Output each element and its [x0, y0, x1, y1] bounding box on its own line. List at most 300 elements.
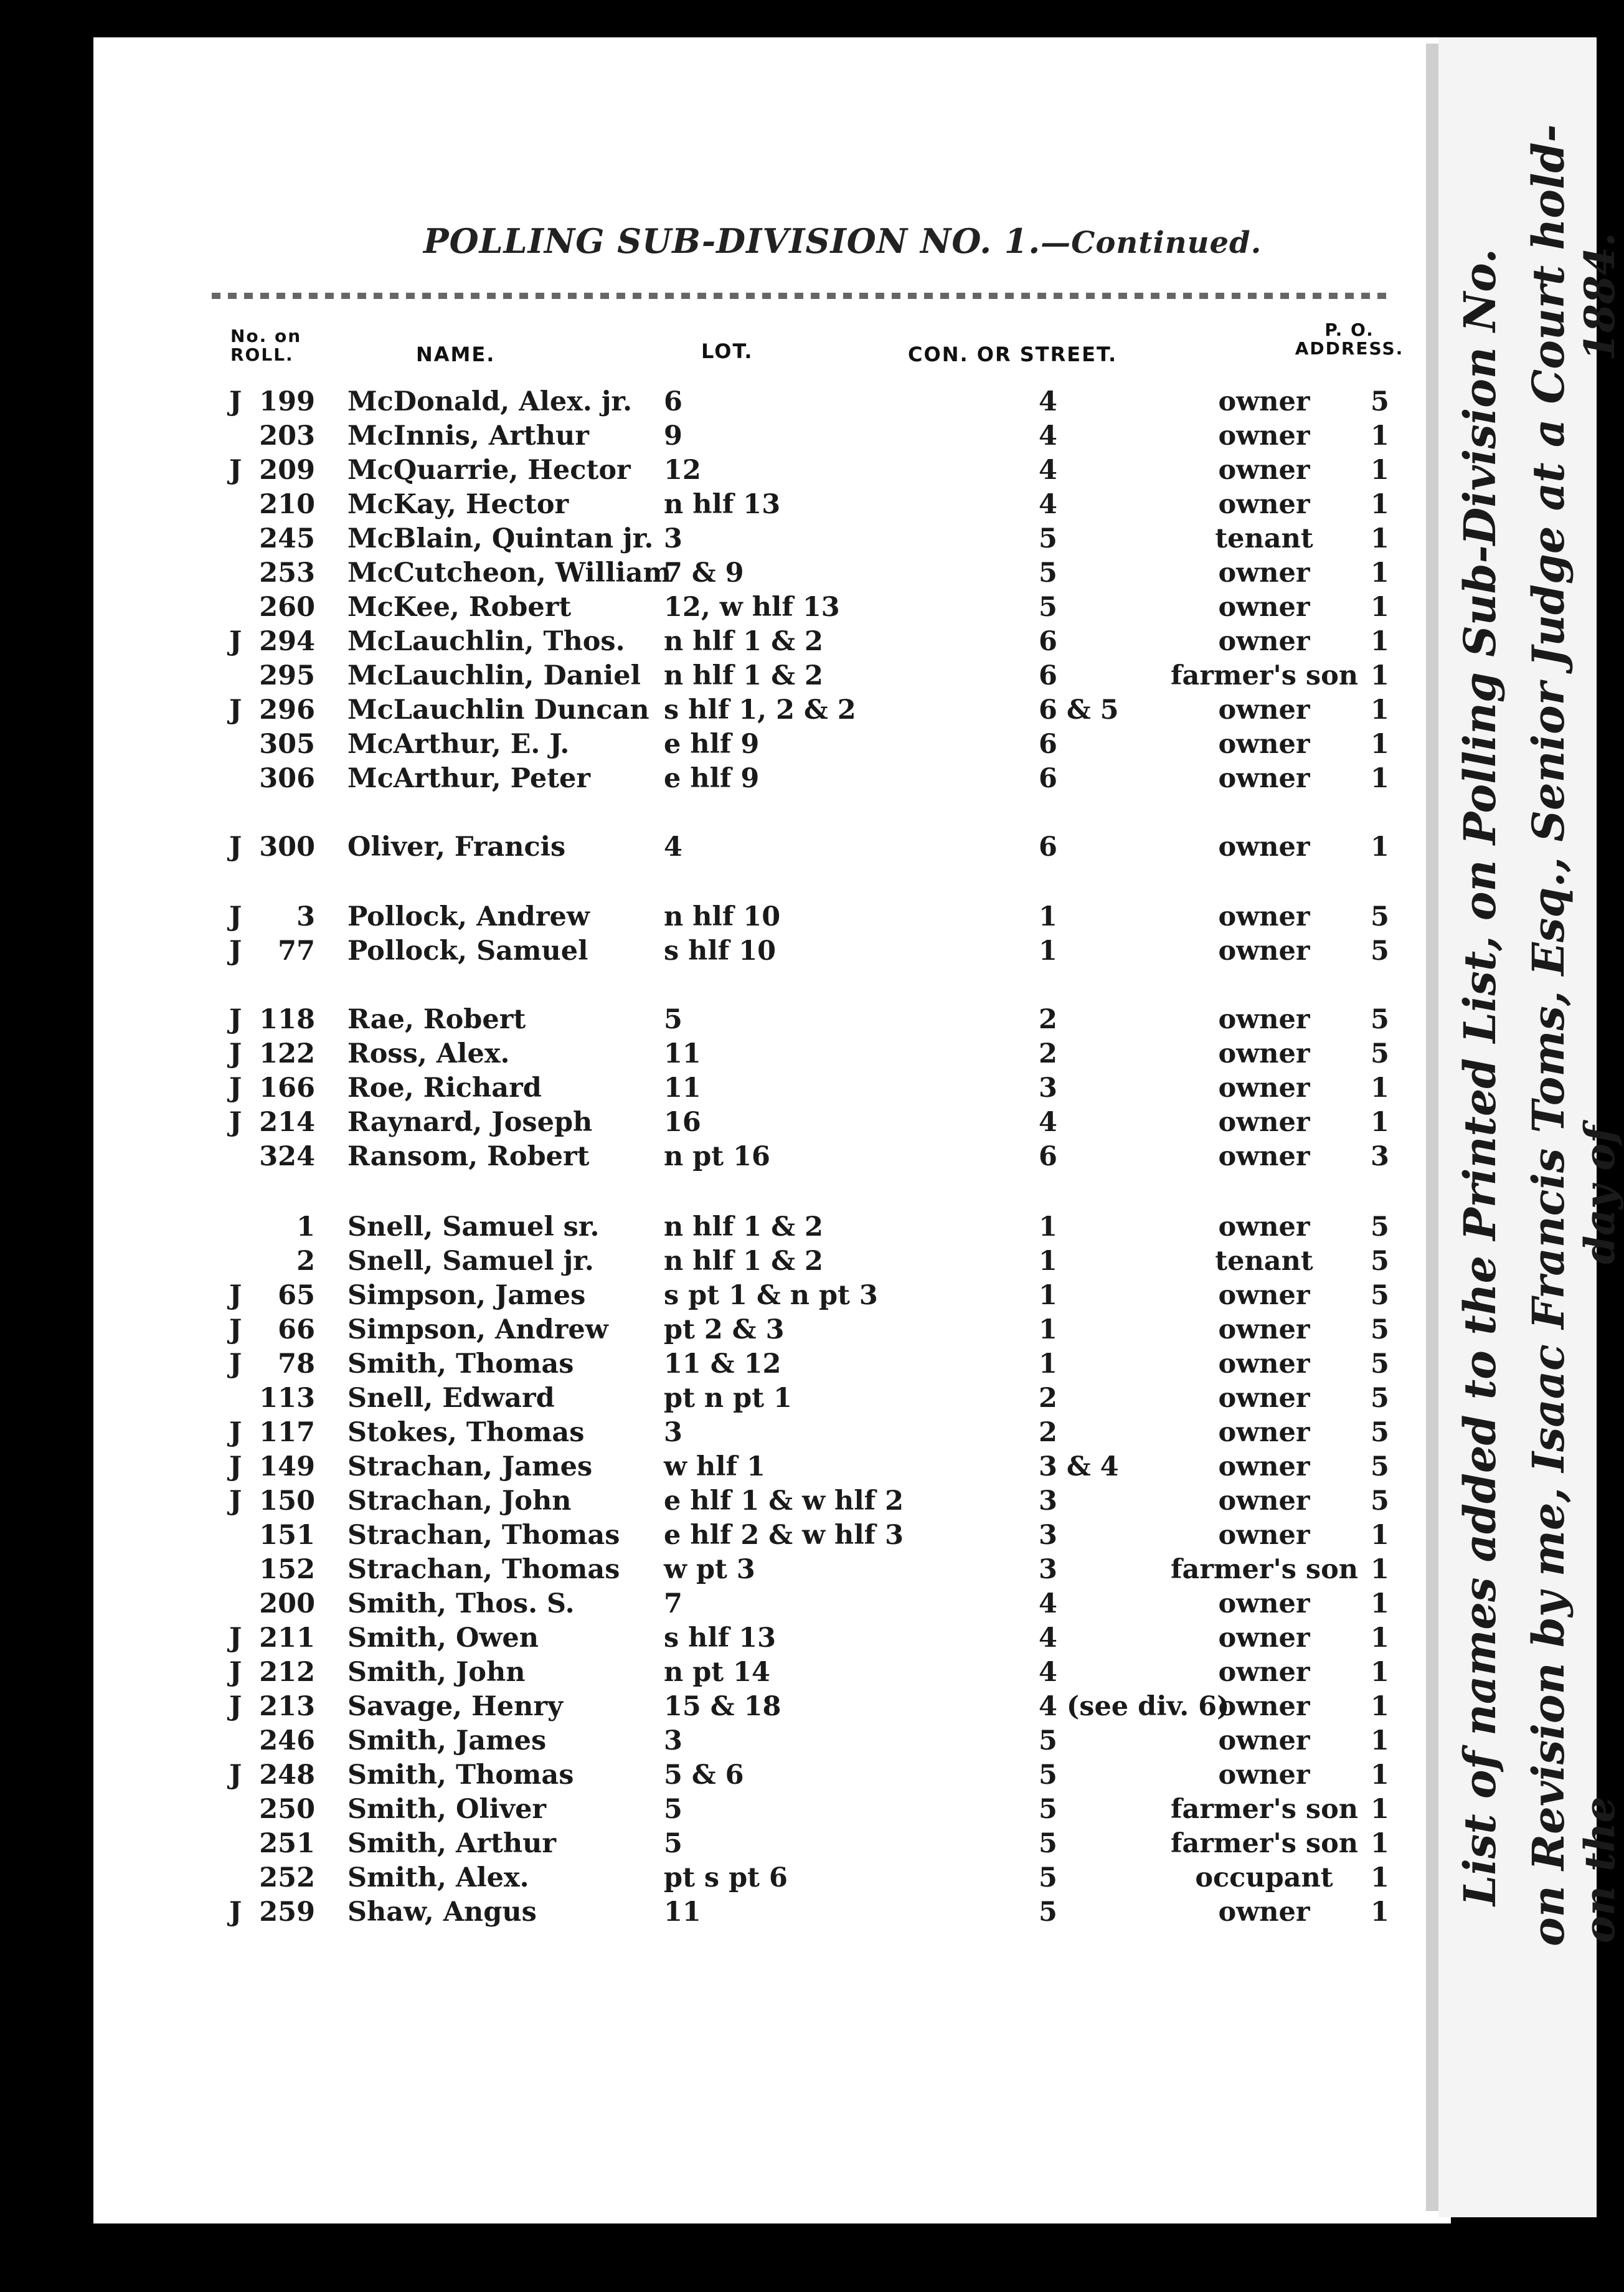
table-row — [0, 1073, 1432, 1107]
cell-lot: n hlf 10 — [664, 901, 781, 932]
cell-lot: 12, w hlf 13 — [664, 592, 840, 623]
cell-num: 211 — [259, 1622, 315, 1654]
table-row — [0, 1691, 1432, 1725]
table-row — [0, 1828, 1432, 1862]
cell-con: 5 — [1039, 1794, 1057, 1825]
cell-addr: 5 — [1371, 1280, 1389, 1311]
column-header-roll — [230, 327, 301, 364]
cell-lot: n hlf 1 & 2 — [664, 1211, 823, 1243]
cell-con: 5 — [1039, 1725, 1057, 1756]
table-row — [0, 1554, 1432, 1588]
cell-con: 4 — [1039, 420, 1057, 452]
cell-con: 2 — [1039, 1004, 1057, 1035]
cell-qual: owner — [1218, 729, 1310, 760]
cell-lot: pt n pt 1 — [664, 1383, 792, 1414]
cell-num: 214 — [259, 1107, 315, 1138]
cell-j: J — [229, 1657, 242, 1688]
cell-num: 118 — [259, 1004, 315, 1035]
cell-qual: owner — [1218, 1657, 1310, 1688]
cell-num: 203 — [259, 420, 315, 452]
cell-num: 3 — [296, 901, 315, 932]
cell-qual: owner — [1218, 1383, 1310, 1414]
cell-lot: 16 — [664, 1107, 701, 1138]
cell-num: 209 — [259, 455, 315, 486]
cell-num: 245 — [259, 523, 315, 554]
cell-name: Snell, Samuel sr. — [347, 1211, 600, 1243]
cell-addr: 5 — [1371, 1417, 1389, 1448]
cell-name: McCutcheon, William — [347, 557, 672, 589]
table-row — [0, 694, 1432, 729]
table-row — [0, 1862, 1432, 1897]
cell-num: 259 — [259, 1897, 315, 1928]
cell-qual: owner — [1218, 1520, 1310, 1551]
cell-name: Smith, James — [347, 1725, 547, 1756]
cell-addr: 1 — [1371, 1828, 1389, 1859]
cell-qual: owner — [1218, 592, 1310, 623]
cell-name: Ransom, Robert — [347, 1141, 590, 1172]
cell-addr: 1 — [1371, 1520, 1389, 1551]
cell-addr: 1 — [1371, 592, 1389, 623]
table-row — [0, 1657, 1432, 1691]
cell-num: 300 — [259, 831, 315, 863]
cell-lot: w hlf 1 — [664, 1451, 765, 1482]
table-row — [0, 935, 1432, 970]
cell-con: 2 — [1039, 1383, 1057, 1414]
cell-con: 6 — [1039, 763, 1057, 794]
cell-qual: owner — [1218, 1691, 1310, 1722]
cell-qual: owner — [1218, 1897, 1310, 1928]
column-header-name: NAME. — [416, 343, 496, 366]
cell-name: Smith, Thos. S. — [347, 1588, 575, 1619]
cell-con: 1 — [1039, 935, 1057, 967]
cell-qual: owner — [1218, 1107, 1310, 1138]
cell-lot: 9 — [664, 420, 682, 452]
cell-qual: owner — [1218, 694, 1310, 726]
cell-lot: 5 — [664, 1828, 682, 1859]
cell-num: 251 — [259, 1828, 315, 1859]
cell-lot: n hlf 1 & 2 — [664, 626, 823, 657]
cell-lot: 5 & 6 — [664, 1759, 744, 1791]
wavy-rule — [212, 293, 1389, 299]
cell-j: J — [229, 1314, 242, 1345]
cell-con: 3 — [1039, 1554, 1057, 1585]
cell-name: Smith, Alex. — [347, 1862, 529, 1893]
cell-con: 3 — [1039, 1520, 1057, 1551]
table-row — [0, 729, 1432, 763]
cell-qual: owner — [1218, 1073, 1310, 1104]
cell-con: 4 — [1039, 1657, 1057, 1688]
cell-qual: tenant — [1215, 523, 1313, 554]
cell-j: J — [229, 1417, 242, 1448]
cell-lot: s hlf 1, 2 & 2 — [664, 694, 856, 726]
cell-name: Raynard, Joseph — [347, 1107, 593, 1138]
cell-j: J — [229, 1004, 242, 1035]
cell-qual: owner — [1218, 420, 1310, 452]
table-row — [0, 557, 1432, 592]
cell-qual: owner — [1218, 489, 1310, 520]
cell-name: McBlain, Quintan jr. — [347, 523, 654, 554]
cell-name: Savage, Henry — [347, 1691, 564, 1722]
cell-addr: 1 — [1371, 1725, 1389, 1756]
column-header-po-line2: ADDRESS. — [1295, 338, 1404, 359]
table-row — [0, 455, 1432, 489]
cell-lot: 3 — [664, 1725, 682, 1756]
cell-qual: owner — [1218, 1485, 1310, 1517]
page-title-continued: —Continued. — [1041, 225, 1262, 260]
cell-lot: pt 2 & 3 — [664, 1314, 785, 1345]
cell-lot: s pt 1 & n pt 3 — [664, 1280, 878, 1311]
cell-name: Smith, Thomas — [347, 1759, 574, 1791]
cell-num: 2 — [296, 1246, 315, 1277]
table-row — [0, 1520, 1432, 1554]
cell-qual: occupant — [1195, 1862, 1333, 1893]
cell-addr: 1 — [1371, 1107, 1389, 1138]
side-text-year: 1884. — [1575, 232, 1624, 361]
cell-con: 1 — [1039, 1280, 1057, 1311]
cell-lot: 7 & 9 — [664, 557, 744, 589]
cell-num: 65 — [278, 1280, 315, 1311]
table-row — [0, 1314, 1432, 1348]
cell-addr: 1 — [1371, 1554, 1389, 1585]
cell-addr: 1 — [1371, 1073, 1389, 1104]
cell-qual: owner — [1218, 1211, 1310, 1243]
cell-addr: 1 — [1371, 1622, 1389, 1654]
cell-name: Ross, Alex. — [347, 1038, 510, 1069]
cell-num: 324 — [259, 1141, 315, 1172]
cell-j: J — [229, 935, 242, 967]
cell-con: 1 — [1039, 901, 1057, 932]
cell-name: McKee, Robert — [347, 592, 572, 623]
table-row — [0, 1348, 1432, 1383]
cell-num: 149 — [259, 1451, 315, 1482]
cell-name: McArthur, E. J. — [347, 729, 570, 760]
cell-j: J — [229, 455, 242, 486]
cell-j: J — [229, 1485, 242, 1517]
cell-con: 5 — [1039, 1828, 1057, 1859]
cell-qual: owner — [1218, 557, 1310, 589]
cell-qual: owner — [1218, 1588, 1310, 1619]
cell-con: 6 & 5 — [1039, 694, 1119, 726]
cell-name: Smith, Oliver — [347, 1794, 547, 1825]
cell-qual: farmer's son — [1171, 660, 1359, 691]
cell-qual: owner — [1218, 1622, 1310, 1654]
cell-name: Strachan, James — [347, 1451, 593, 1482]
cell-addr: 1 — [1371, 1588, 1389, 1619]
cell-num: 246 — [259, 1725, 315, 1756]
cell-con: 3 — [1039, 1073, 1057, 1104]
cell-name: Snell, Edward — [347, 1383, 555, 1414]
cell-name: McArthur, Peter — [347, 763, 591, 794]
cell-lot: pt s pt 6 — [664, 1862, 788, 1893]
cell-qual: owner — [1218, 1417, 1310, 1448]
cell-name: Strachan, Thomas — [347, 1554, 620, 1585]
column-header-con: CON. OR STREET. — [908, 343, 1118, 366]
cell-name: McInnis, Arthur — [347, 420, 589, 452]
cell-j: J — [229, 386, 242, 417]
table-row — [0, 420, 1432, 455]
cell-addr: 1 — [1371, 523, 1389, 554]
cell-qual: tenant — [1215, 1246, 1313, 1277]
cell-name: McLauchlin, Thos. — [347, 626, 625, 657]
cell-addr: 1 — [1371, 1759, 1389, 1791]
cell-num: 200 — [259, 1588, 315, 1619]
cell-lot: n pt 14 — [664, 1657, 770, 1688]
cell-lot: 15 & 18 — [664, 1691, 781, 1722]
cell-name: Smith, John — [347, 1657, 526, 1688]
cell-num: 260 — [259, 592, 315, 623]
cell-qual: owner — [1218, 626, 1310, 657]
cell-num: 305 — [259, 729, 315, 760]
table-row — [0, 1622, 1432, 1657]
cell-addr: 5 — [1371, 1246, 1389, 1277]
cell-lot: n hlf 1 & 2 — [664, 1246, 823, 1277]
cell-j: J — [229, 1348, 242, 1380]
cell-lot: 11 — [664, 1038, 701, 1069]
cell-qual: farmer's son — [1171, 1794, 1359, 1825]
cell-name: McDonald, Alex. jr. — [347, 386, 633, 417]
table-row — [0, 1759, 1432, 1794]
cell-con: 6 — [1039, 831, 1057, 863]
cell-lot: 11 — [664, 1897, 701, 1928]
cell-lot: s hlf 10 — [664, 935, 777, 967]
cell-qual: owner — [1218, 1348, 1310, 1380]
cell-addr: 1 — [1371, 557, 1389, 589]
table-row — [0, 1038, 1432, 1073]
cell-lot: e hlf 9 — [664, 763, 760, 794]
cell-qual: farmer's son — [1171, 1828, 1359, 1859]
cell-num: 253 — [259, 557, 315, 589]
cell-num: 199 — [259, 386, 315, 417]
cell-name: Stokes, Thomas — [347, 1417, 585, 1448]
cell-j: J — [229, 1622, 242, 1654]
cell-num: 122 — [259, 1038, 315, 1069]
cell-lot: e hlf 1 & w hlf 2 — [664, 1485, 904, 1517]
cell-con: 4 (see div. 6) — [1039, 1691, 1230, 1722]
cell-j: J — [229, 1691, 242, 1722]
cell-num: 212 — [259, 1657, 315, 1688]
cell-num: 306 — [259, 763, 315, 794]
cell-name: McLauchlin Duncan — [347, 694, 649, 726]
cell-num: 113 — [259, 1383, 315, 1414]
cell-name: Smith, Owen — [347, 1622, 539, 1654]
cell-addr: 5 — [1371, 1383, 1389, 1414]
table-row — [0, 1725, 1432, 1759]
cell-con: 5 — [1039, 1897, 1057, 1928]
cell-qual: owner — [1218, 1004, 1310, 1035]
cell-con: 2 — [1039, 1417, 1057, 1448]
cell-lot: n hlf 13 — [664, 489, 781, 520]
cell-qual: owner — [1218, 831, 1310, 863]
cell-addr: 1 — [1371, 1794, 1389, 1825]
table-row — [0, 1794, 1432, 1828]
column-header-po-line1: P. O. — [1324, 320, 1374, 340]
cell-j: J — [229, 901, 242, 932]
cell-addr: 5 — [1371, 1211, 1389, 1243]
cell-con: 3 & 4 — [1039, 1451, 1119, 1482]
cell-j: J — [229, 694, 242, 726]
cell-num: 296 — [259, 694, 315, 726]
table-row — [0, 763, 1432, 797]
table-row — [0, 1004, 1432, 1038]
cell-num: 166 — [259, 1073, 315, 1104]
cell-j: J — [229, 626, 242, 657]
cell-qual: owner — [1218, 1141, 1310, 1172]
cell-lot: n hlf 1 & 2 — [664, 660, 823, 691]
cell-name: McLauchlin, Daniel — [347, 660, 641, 691]
table-row — [0, 1211, 1432, 1246]
cell-addr: 5 — [1371, 901, 1389, 932]
table-row — [0, 831, 1432, 866]
cell-addr: 1 — [1371, 489, 1389, 520]
cell-con: 4 — [1039, 1107, 1057, 1138]
cell-j: J — [229, 1073, 242, 1104]
cell-num: 252 — [259, 1862, 315, 1893]
column-header-lot: LOT. — [701, 339, 753, 363]
cell-name: Oliver, Francis — [347, 831, 566, 863]
cell-num: 248 — [259, 1759, 315, 1791]
cell-lot: 11 & 12 — [664, 1348, 781, 1380]
table-row — [0, 1588, 1432, 1622]
cell-addr: 1 — [1371, 660, 1389, 691]
cell-con: 5 — [1039, 523, 1057, 554]
side-text-line4: on the — [1575, 1796, 1624, 1943]
cell-num: 77 — [278, 935, 315, 967]
cell-lot: 12 — [664, 455, 701, 486]
cell-qual: owner — [1218, 1314, 1310, 1345]
cell-addr: 1 — [1371, 694, 1389, 726]
cell-name: Pollock, Samuel — [347, 935, 588, 967]
cell-num: 152 — [259, 1554, 315, 1585]
cell-lot: e hlf 2 & w hlf 3 — [664, 1520, 904, 1551]
page-title-main: POLLING SUB-DIVISION NO. 1. — [423, 221, 1041, 261]
column-header-roll-line1: No. on — [230, 326, 302, 346]
table-row — [0, 386, 1432, 420]
cell-name: Strachan, Thomas — [347, 1520, 620, 1551]
cell-con: 6 — [1039, 729, 1057, 760]
table-row — [0, 1141, 1432, 1175]
cell-lot: 4 — [664, 831, 682, 863]
cell-addr: 1 — [1371, 729, 1389, 760]
cell-name: Strachan, John — [347, 1485, 572, 1517]
cell-num: 213 — [259, 1691, 315, 1722]
cell-con: 6 — [1039, 1141, 1057, 1172]
cell-qual: owner — [1218, 1725, 1310, 1756]
cell-name: Pollock, Andrew — [347, 901, 590, 932]
cell-addr: 1 — [1371, 831, 1389, 863]
cell-qual: owner — [1218, 1759, 1310, 1791]
cell-qual: farmer's son — [1171, 1554, 1359, 1585]
page-title — [423, 221, 1262, 261]
cell-con: 6 — [1039, 660, 1057, 691]
table-row — [0, 523, 1432, 557]
cell-con: 1 — [1039, 1246, 1057, 1277]
cell-qual: owner — [1218, 386, 1310, 417]
cell-lot: n pt 16 — [664, 1141, 770, 1172]
cell-num: 295 — [259, 660, 315, 691]
cell-num: 150 — [259, 1485, 315, 1517]
cell-j: J — [229, 1107, 242, 1138]
cell-name: McQuarrie, Hector — [347, 455, 631, 486]
cell-lot: 5 — [664, 1794, 682, 1825]
cell-con: 6 — [1039, 626, 1057, 657]
cell-con: 5 — [1039, 592, 1057, 623]
cell-addr: 3 — [1371, 1141, 1389, 1172]
cell-name: Smith, Arthur — [347, 1828, 557, 1859]
table-row — [0, 1417, 1432, 1451]
table-row — [0, 1246, 1432, 1280]
cell-addr: 1 — [1371, 1691, 1389, 1722]
cell-qual: owner — [1218, 935, 1310, 967]
cell-addr: 1 — [1371, 1897, 1389, 1928]
cell-j: J — [229, 1759, 242, 1791]
cell-lot: 11 — [664, 1073, 701, 1104]
side-text-line2: on Revision by me, Isaac Francis Toms, Esq., Senior Judge at a Court hold- — [1522, 124, 1574, 1946]
cell-j: J — [229, 1038, 242, 1069]
table-row — [0, 626, 1432, 660]
cell-con: 4 — [1039, 1622, 1057, 1654]
cell-j: J — [229, 1451, 242, 1482]
cell-lot: w pt 3 — [664, 1554, 755, 1585]
cell-num: 294 — [259, 626, 315, 657]
table-row — [0, 1107, 1432, 1141]
cell-lot: 3 — [664, 523, 682, 554]
cell-con: 4 — [1039, 1588, 1057, 1619]
cell-qual: owner — [1218, 763, 1310, 794]
cell-qual: owner — [1218, 901, 1310, 932]
cell-name: Snell, Samuel jr. — [347, 1246, 594, 1277]
cell-name: Smith, Thomas — [347, 1348, 574, 1380]
cell-num: 1 — [296, 1211, 315, 1243]
cell-addr: 1 — [1371, 1862, 1389, 1893]
cell-addr: 5 — [1371, 1451, 1389, 1482]
cell-addr: 5 — [1371, 935, 1389, 967]
cell-num: 117 — [259, 1417, 315, 1448]
cell-con: 5 — [1039, 1759, 1057, 1791]
cell-lot: 7 — [664, 1588, 682, 1619]
cell-addr: 1 — [1371, 1657, 1389, 1688]
cell-num: 66 — [278, 1314, 315, 1345]
cell-name: Simpson, James — [347, 1280, 586, 1311]
cell-name: Shaw, Angus — [347, 1897, 537, 1928]
table-row — [0, 1897, 1432, 1931]
cell-addr: 5 — [1371, 1348, 1389, 1380]
cell-num: 210 — [259, 489, 315, 520]
cell-addr: 5 — [1371, 1038, 1389, 1069]
cell-qual: owner — [1218, 455, 1310, 486]
cell-con: 4 — [1039, 386, 1057, 417]
cell-con: 1 — [1039, 1348, 1057, 1380]
table-row — [0, 489, 1432, 523]
cell-con: 1 — [1039, 1314, 1057, 1345]
table-row — [0, 1485, 1432, 1520]
cell-qual: owner — [1218, 1451, 1310, 1482]
cell-num: 78 — [278, 1348, 315, 1380]
table-row — [0, 1280, 1432, 1314]
cell-con: 3 — [1039, 1485, 1057, 1517]
cell-con: 1 — [1039, 1211, 1057, 1243]
cell-num: 250 — [259, 1794, 315, 1825]
table-row — [0, 592, 1432, 626]
cell-name: McKay, Hector — [347, 489, 569, 520]
cell-lot: e hlf 9 — [664, 729, 760, 760]
cell-con: 5 — [1039, 557, 1057, 589]
cell-j: J — [229, 1897, 242, 1928]
table-row — [0, 660, 1432, 694]
cell-addr: 5 — [1371, 1004, 1389, 1035]
column-header-roll-line2: ROLL. — [230, 344, 294, 365]
cell-name: Rae, Robert — [347, 1004, 526, 1035]
cell-con: 5 — [1039, 1862, 1057, 1893]
